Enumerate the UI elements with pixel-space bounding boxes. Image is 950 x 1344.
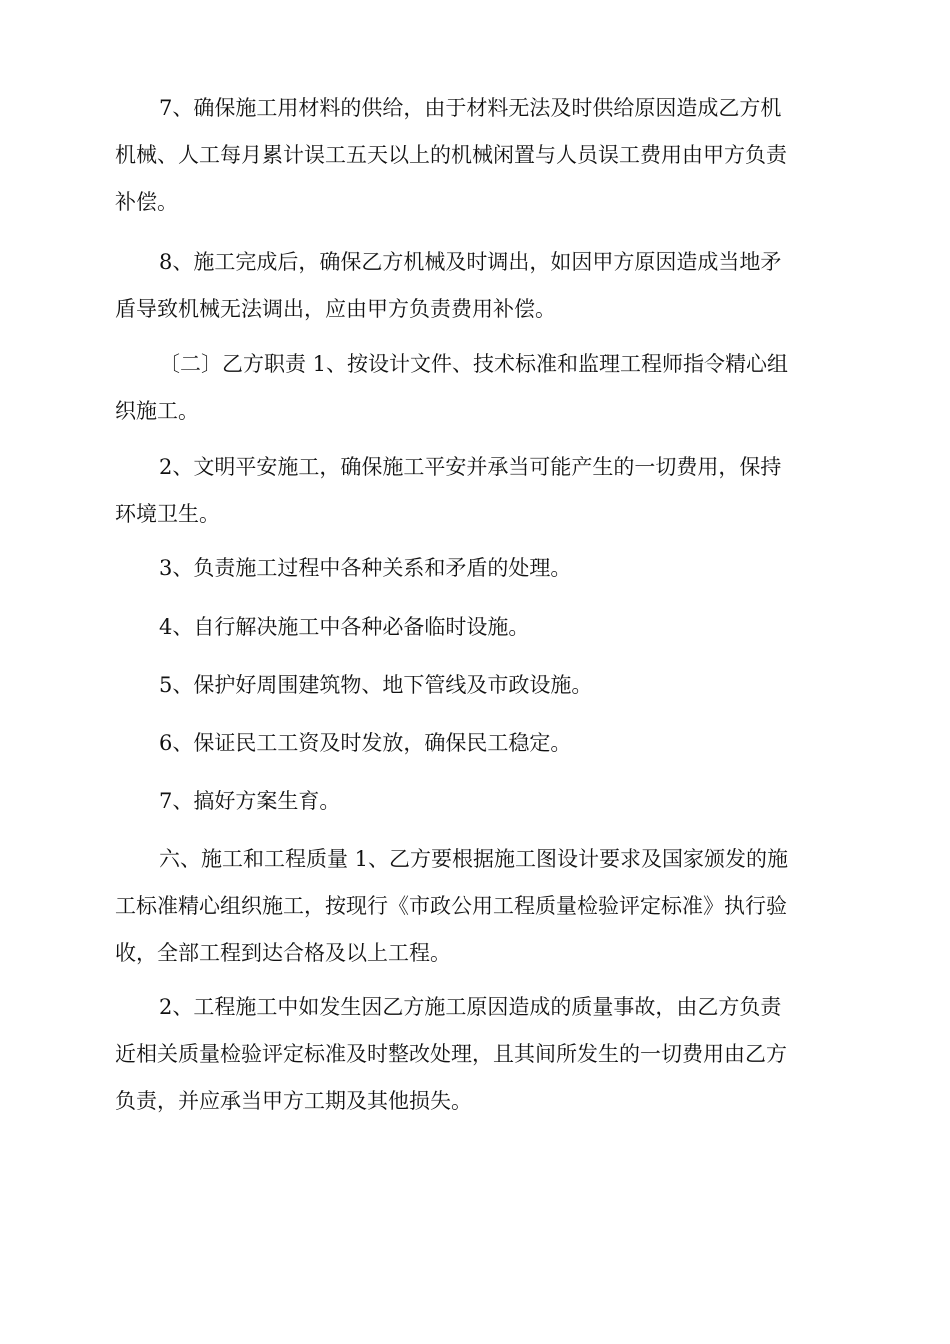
paragraph-line: 补偿。 — [115, 190, 178, 214]
paragraph-protect-buildings — [115, 662, 835, 709]
paragraph-machinery-removal — [115, 239, 835, 333]
paragraph-line: 工标准精心组织施工，按现行《市政公用工程质量检验评定标准》执行验 — [115, 894, 787, 918]
paragraph-line: 环境卫生。 — [115, 502, 220, 526]
paragraph-line: 4、自行解决施工中各种必备临时设施。 — [159, 615, 530, 639]
paragraph-line: 近相关质量检验评定标准及时整改处理，且其间所发生的一切费用由乙方 — [115, 1042, 787, 1066]
paragraph-line: 六、施工和工程质量 1、乙方要根据施工图设计要求及国家颁发的施 — [159, 847, 789, 871]
paragraph-line: 2、工程施工中如发生因乙方施工原因造成的质量事故，由乙方负责 — [159, 995, 782, 1019]
paragraph-conflict-handling — [115, 545, 835, 592]
paragraph-line: 织施工。 — [115, 399, 199, 423]
paragraph-line: 6、保证民工工资及时发放，确保民工稳定。 — [159, 731, 572, 755]
paragraph-line: 机械、人工每月累计误工五天以上的机械闲置与人员误工费用由甲方负责 — [115, 143, 787, 167]
paragraph-line: 5、保护好周围建筑物、地下管线及市政设施。 — [159, 673, 593, 697]
paragraph-line: 8、施工完成后，确保乙方机械及时调出，如因甲方原因造成当地矛 — [159, 250, 782, 274]
paragraph-line: 2、文明平安施工，确保施工平安并承当可能产生的一切费用，保持 — [159, 455, 782, 479]
paragraph-line: 7、搞好方案生育。 — [159, 789, 341, 813]
paragraph-construction-quality — [115, 836, 835, 977]
paragraph-worker-wages — [115, 720, 835, 767]
paragraph-line: 收，全部工程到达合格及以上工程。 — [115, 941, 451, 965]
paragraph-line: 盾导致机械无法调出，应由甲方负责费用补偿。 — [115, 297, 556, 321]
paragraph-line: 3、负责施工过程中各种关系和矛盾的处理。 — [159, 556, 572, 580]
paragraph-temporary-facilities — [115, 604, 835, 651]
paragraph-quality-accident — [115, 984, 835, 1125]
paragraph-party-b-duties — [115, 341, 835, 435]
paragraph-family-planning — [115, 778, 835, 825]
paragraph-materials-supply — [115, 85, 835, 226]
paragraph-line: 〔二〕乙方职责 1、按设计文件、技术标准和监理工程师指令精心组 — [159, 352, 789, 376]
paragraph-line: 7、确保施工用材料的供给，由于材料无法及时供给原因造成乙方机 — [159, 96, 782, 120]
paragraph-safe-construction — [115, 444, 835, 538]
paragraph-line: 负责，并应承当甲方工期及其他损失。 — [115, 1089, 472, 1113]
